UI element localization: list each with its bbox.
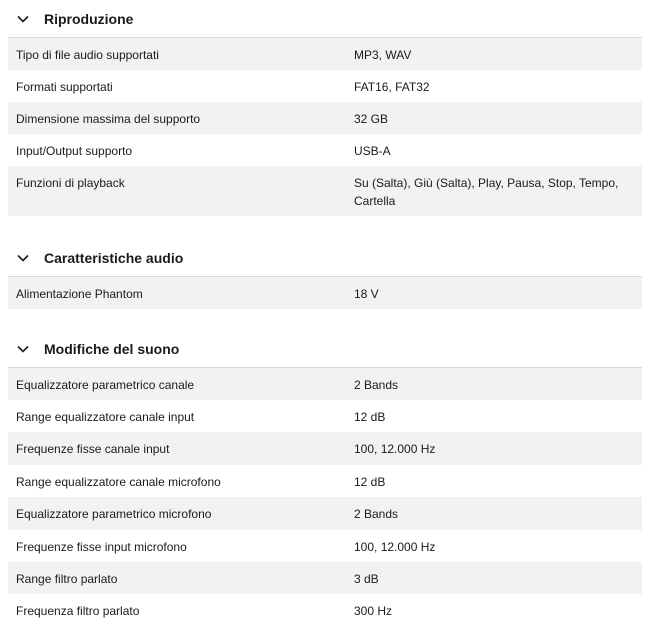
spec-value: 12 dB: [354, 475, 386, 489]
spec-value: MP3, WAV: [354, 48, 412, 62]
section-header-modifiche-del-suono[interactable]: [8, 331, 642, 367]
table-row: [8, 594, 642, 626]
spec-label: Equalizzatore parametrico microfono: [16, 507, 212, 521]
table-row: [8, 134, 642, 166]
chevron-down-icon[interactable]: [8, 240, 38, 276]
spec-label: Frequenze fisse canale input: [16, 442, 170, 456]
spec-label: Funzioni di playback: [16, 176, 125, 190]
spec-label: Equalizzatore parametrico canale: [16, 378, 195, 392]
section-title: Modifiche del suono: [44, 341, 180, 357]
spec-label: Range filtro parlato: [16, 572, 118, 586]
chevron-down-icon[interactable]: [8, 1, 38, 37]
spec-label: Tipo di file audio supportati: [16, 48, 159, 62]
table-row: [8, 102, 642, 134]
spec-value: 100, 12.000 Hz: [354, 540, 436, 554]
spec-label: Formati supportati: [16, 80, 113, 94]
spec-value: 18 V: [354, 287, 379, 301]
table-row: [8, 465, 642, 497]
spec-value: 100, 12.000 Hz: [354, 442, 436, 456]
table-row: [8, 530, 642, 562]
table-row: [8, 400, 642, 432]
spec-value: 2 Bands: [354, 378, 399, 392]
table-row: [8, 562, 642, 594]
spec-label: Frequenza filtro parlato: [16, 604, 140, 618]
spec-value: 2 Bands: [354, 507, 399, 521]
section-header-riproduzione[interactable]: [8, 1, 642, 37]
spec-value: FAT16, FAT32: [354, 80, 430, 94]
chevron-down-icon[interactable]: [8, 331, 38, 367]
spec-label: Input/Output supporto: [16, 144, 133, 158]
spec-table-modifiche-del-suono: [8, 367, 642, 626]
spec-value: 3 dB: [354, 572, 379, 586]
spec-value: 300 Hz: [354, 604, 393, 618]
table-row: [8, 166, 642, 216]
spec-label: Frequenze fisse input microfono: [16, 540, 187, 554]
table-row: [8, 277, 642, 309]
section-title: Riproduzione: [44, 11, 134, 27]
section-title: Caratteristiche audio: [44, 250, 184, 266]
spec-label: Dimensione massima del supporto: [16, 112, 201, 126]
table-row: [8, 497, 642, 530]
table-row: [8, 432, 642, 465]
spec-table-riproduzione: [8, 37, 642, 216]
spec-table-caratteristiche-audio: [8, 276, 642, 309]
spec-label: Range equalizzatore canale microfono: [16, 475, 221, 489]
spec-label: Range equalizzatore canale input: [16, 410, 195, 424]
section-header-caratteristiche-audio[interactable]: [8, 240, 642, 276]
spec-value: 32 GB: [354, 112, 389, 126]
table-row: [8, 70, 642, 102]
table-row: [8, 368, 642, 400]
spec-label: Alimentazione Phantom: [16, 287, 143, 301]
spec-value: Su (Salta), Giù (Salta), Play, Pausa, Stop, Tempo, Cartella: [354, 176, 619, 208]
table-row: [8, 38, 642, 70]
spec-value: USB-A: [354, 144, 391, 158]
spec-value: 12 dB: [354, 410, 386, 424]
